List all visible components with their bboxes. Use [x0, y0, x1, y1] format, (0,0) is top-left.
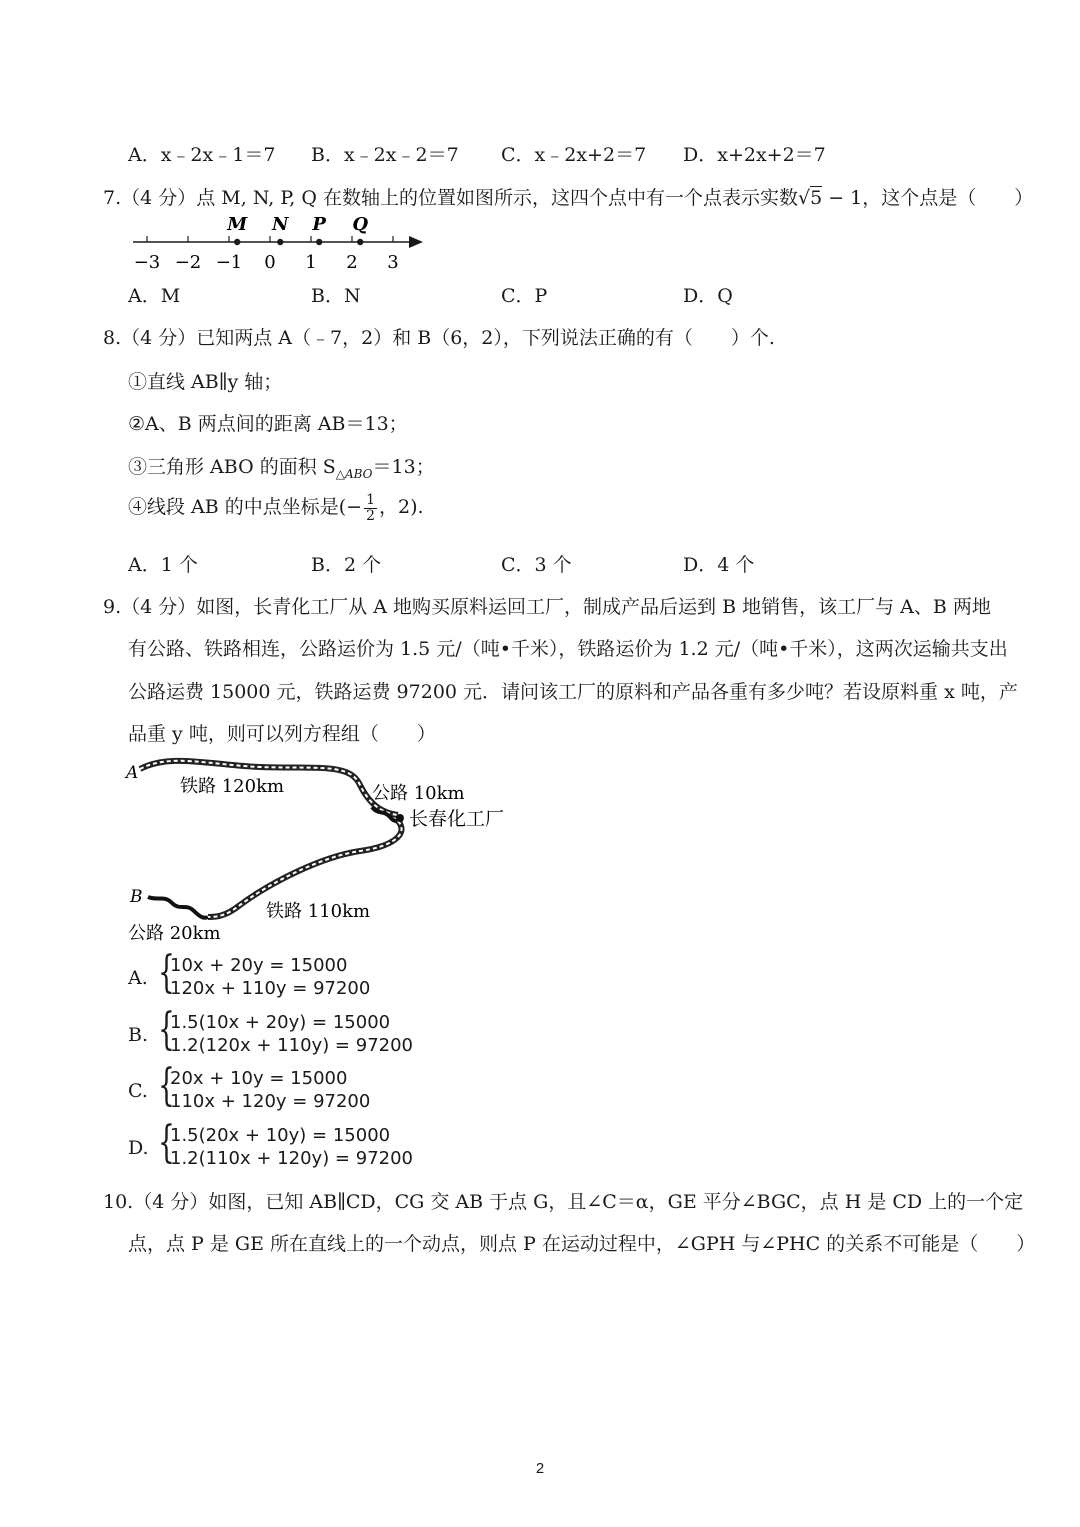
sqrt-radicand: 5: [810, 187, 823, 209]
q7-option-d: D．Q: [683, 285, 733, 307]
brace-icon: {: [158, 1004, 175, 1055]
sqrt-sign: √: [797, 187, 811, 209]
q8-s4-pre: ④线段 AB 的中点坐标是(−: [128, 496, 363, 518]
fraction-denominator: 2: [366, 507, 376, 524]
equation-2: 1.2(120x + 110y) = 97200: [170, 1035, 413, 1056]
q9-option-a-label: A.: [128, 967, 148, 989]
q9-route-map: [120, 755, 540, 950]
q6-option-b: B．x﹣2x﹣2＝7: [311, 144, 459, 166]
map-label-b: B: [130, 887, 143, 907]
fraction-numerator: 1: [366, 491, 376, 508]
q7-stem-prefix: 7.（4 分）点 M, N, P, Q 在数轴上的位置如图所示，这四个点中有一个点表示实数: [103, 187, 798, 209]
q8-stem: 8.（4 分）已知两点 A（﹣7，2）和 B（6，2），下列说法正确的有（ ）个.: [103, 327, 775, 349]
q8-s4-post: ，2).: [379, 496, 424, 518]
tick-label: 0: [264, 252, 276, 273]
map-label-a: A: [126, 763, 139, 783]
q10-line-2: 点，点 P 是 GE 所在直线上的一个动点，则点 P 在运动过程中，∠GPH 与∠PHC 的关系不可能是（ ）: [128, 1233, 1036, 1255]
q9-option-b-label: B.: [128, 1024, 149, 1046]
point-label: Q: [352, 214, 369, 235]
fraction: [364, 493, 377, 524]
q8-statement-4: [128, 492, 424, 524]
q8-s3-pre: ③三角形 ABO 的面积 S: [128, 456, 336, 478]
q8-s3-post: ＝13；: [372, 456, 435, 478]
tick-label: 2: [346, 252, 358, 273]
q8-option-c: C．3 个: [501, 554, 572, 576]
map-label-rail-b: 铁路 110km: [266, 901, 371, 922]
q9-line-2: 有公路、铁路相连，公路运价为 1.5 元/（吨•千米），铁路运价为 1.2 元/（吨•千米），这两次运输共支出: [128, 638, 1008, 660]
q9-option-d-label: D.: [128, 1137, 149, 1159]
map-label-rail-a: 铁路 120km: [180, 776, 285, 797]
brace-icon: {: [158, 947, 175, 998]
q6-option-c: C．x﹣2x+2＝7: [501, 144, 647, 166]
q7-option-c: C．P: [501, 285, 548, 307]
page-number: 2: [535, 1460, 545, 1477]
q10-line-1: 10.（4 分）如图，已知 AB∥CD，CG 交 AB 于点 G，且∠C＝α，GE 平分∠BGC，点 H 是 CD 上的一个定: [103, 1191, 1024, 1213]
q7-option-a: A．M: [128, 285, 181, 307]
brace-icon: {: [158, 1060, 175, 1111]
point-label: N: [272, 214, 289, 235]
q8-statement-1: ①直线 AB∥y 轴；: [128, 371, 283, 393]
equation-1: 10x + 20y = 15000: [170, 955, 348, 976]
equation-1: 1.5(10x + 20y) = 15000: [170, 1012, 391, 1033]
q9-option-c-label: C.: [128, 1080, 148, 1102]
q7-stem-tail: − 1，这个点是（ ）: [822, 187, 1034, 209]
tick-label: 1: [305, 252, 317, 273]
map-label-road-a: 公路 10km: [372, 783, 465, 804]
tick-label: 3: [387, 252, 399, 273]
point-label: P: [312, 214, 326, 235]
q8-statement-3: [128, 452, 435, 481]
map-label-factory: 长春化工厂: [409, 808, 505, 830]
road-b-path: [148, 897, 208, 918]
equation-1: 1.5(20x + 10y) = 15000: [170, 1125, 391, 1146]
point-label: M: [227, 214, 248, 235]
number-line-point: [234, 239, 240, 245]
q7-number-line: [125, 205, 445, 275]
equation-1: 20x + 10y = 15000: [170, 1068, 348, 1089]
q6-option-a: A．x﹣2x﹣1＝7: [128, 144, 276, 166]
q9-line-4: 品重 y 吨，则可以列方程组（ ）: [128, 723, 436, 745]
brace-icon: {: [158, 1117, 175, 1168]
equation-2: 1.2(110x + 120y) = 97200: [170, 1148, 413, 1169]
q8-s3-sub: △ABO: [335, 466, 373, 481]
equation-2: 120x + 110y = 97200: [170, 978, 371, 999]
equation-2: 110x + 120y = 97200: [170, 1091, 371, 1112]
map-label-road-b: 公路 20km: [128, 923, 221, 944]
q9-line-1: 9.（4 分）如图，长青化工厂从 A 地购买原料运回工厂，制成产品后运到 B 地销售，该工厂与 A、B 两地: [103, 596, 991, 618]
q8-option-d: D．4 个: [683, 554, 755, 576]
q9-line-3: 公路运费 15000 元，铁路运费 97200 元．请问该工厂的原料和产品各重有多少吨？若设原料重 x 吨，产: [128, 681, 1018, 703]
number-line-point: [357, 239, 363, 245]
q8-statement-2: ②A、B 两点间的距离 AB＝13；: [128, 413, 408, 435]
tick-label: −1: [215, 252, 243, 273]
q8-option-b: B．2 个: [311, 554, 382, 576]
tick-label: −2: [174, 252, 202, 273]
factory-point: [396, 814, 404, 822]
q6-option-d: D．x+2x+2＝7: [683, 144, 826, 166]
q8-option-a: A．1 个: [128, 554, 198, 576]
number-line-point: [316, 239, 322, 245]
number-line-point: [277, 239, 283, 245]
arrow-right-icon: [409, 236, 423, 248]
q7-option-b: B．N: [311, 285, 361, 307]
tick-label: −3: [133, 252, 161, 273]
